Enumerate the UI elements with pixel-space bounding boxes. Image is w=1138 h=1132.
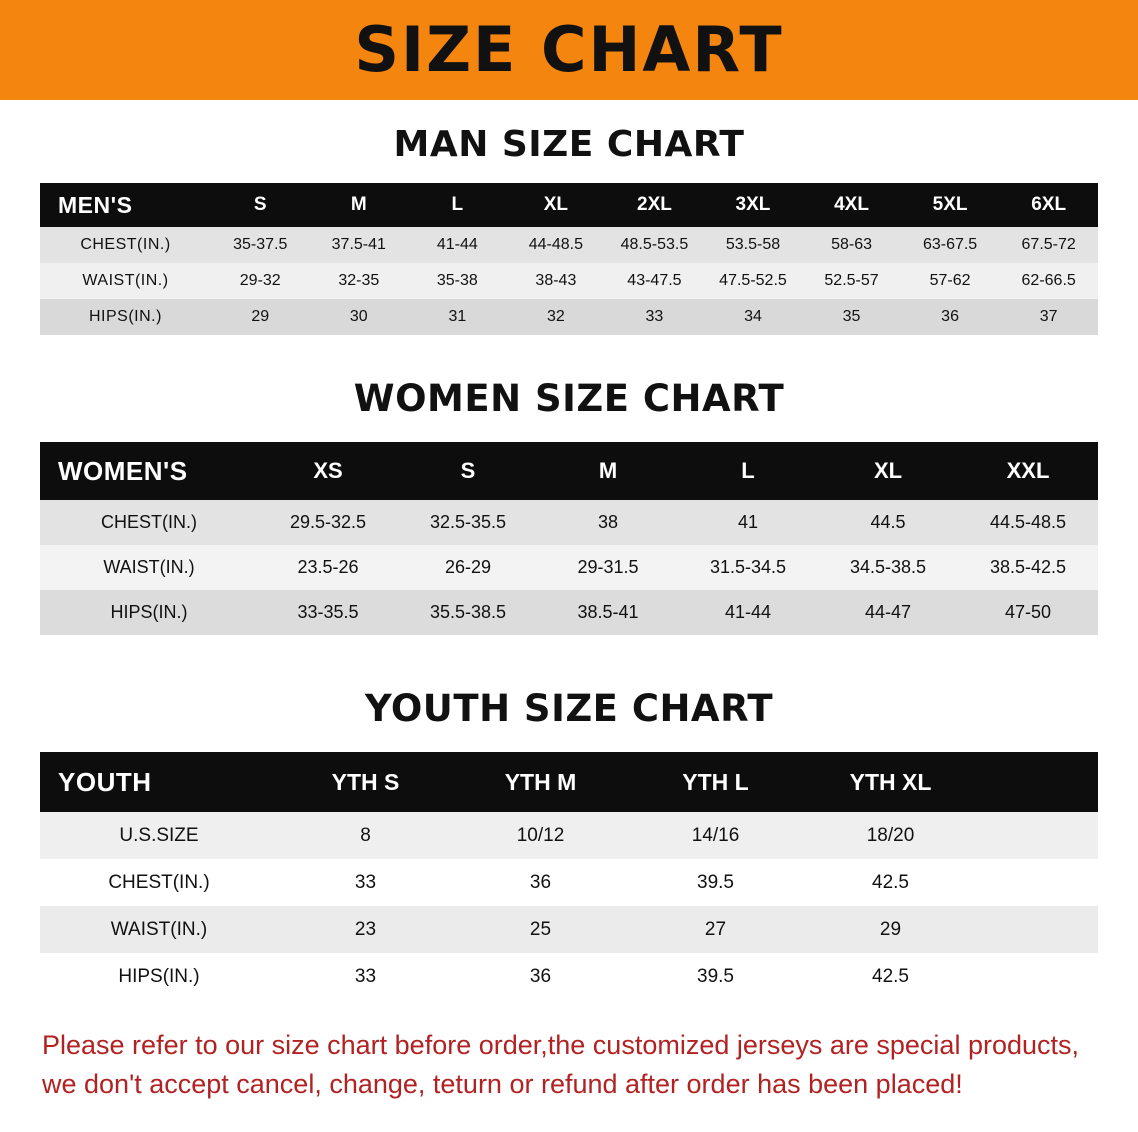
table-row: [40, 500, 1098, 545]
women-row-chest-v2: 38: [597, 512, 619, 532]
youth-row-chest-v3: 42.5: [872, 871, 909, 893]
women-row-waist-v2: 29-31.5: [577, 557, 639, 577]
man-row-chest-v7: 63-67.5: [922, 236, 978, 253]
man-row-hips-v2: 31: [448, 308, 467, 325]
women-table-header-row: [40, 442, 1098, 500]
table-row: [40, 812, 1098, 859]
man-row-chest-v3: 44-48.5: [528, 236, 584, 253]
youth-row-ussize-v0: 8: [360, 824, 371, 846]
page-banner: [0, 0, 1138, 100]
man-table-wrap: [40, 183, 1098, 335]
women-row-waist-v4: 34.5-38.5: [849, 557, 927, 577]
women-row-waist-v5: 38.5-42.5: [989, 557, 1067, 577]
youth-row-ussize-label: U.S.SIZE: [119, 824, 199, 846]
youth-row-waist-v2: 27: [704, 918, 727, 940]
youth-size-table: [40, 752, 1098, 1000]
youth-row-waist-v1: 25: [529, 918, 552, 940]
man-row-chest-v1: 37.5-41: [331, 236, 386, 253]
youth-table-header-row: [40, 752, 1098, 812]
women-row-hips-v5: 47-50: [1004, 602, 1052, 622]
women-row-chest-v1: 32.5-35.5: [429, 512, 507, 532]
women-row-chest-v3: 41: [737, 512, 759, 532]
women-row-chest-v5: 44.5-48.5: [989, 512, 1067, 532]
man-row-chest-label: CHEST(IN.): [80, 236, 171, 253]
youth-row-chest-spacer: [978, 859, 1098, 906]
man-table-header-row: [40, 183, 1098, 227]
women-table-wrap: [40, 442, 1098, 635]
man-row-chest-v4: 48.5-53.5: [620, 236, 689, 253]
youth-row-chest-v0: 33: [354, 871, 377, 893]
women-row-hips-v0: 33-35.5: [297, 602, 359, 622]
youth-row-chest-label: CHEST(IN.): [108, 871, 210, 893]
page-title: SIZE CHART: [354, 13, 784, 86]
footer-disclaimer: [42, 1026, 1096, 1104]
man-row-waist-v4: 43-47.5: [627, 272, 682, 289]
youth-row-waist-label: WAIST(IN.): [110, 918, 208, 940]
women-row-waist-v3: 31.5-34.5: [709, 557, 787, 577]
man-row-waist-v7: 57-62: [929, 272, 971, 289]
table-row: [40, 859, 1098, 906]
man-row-chest-v5: 53.5-58: [725, 236, 781, 253]
women-row-chest-label: CHEST(IN.): [101, 512, 197, 532]
youth-row-hips-v0: 33: [354, 965, 377, 987]
youth-row-ussize-spacer: [978, 812, 1098, 859]
women-row-hips-v4: 44-47: [864, 602, 912, 622]
women-header-xs: XS: [313, 458, 343, 483]
women-header-xxl: XXL: [1006, 458, 1050, 483]
man-size-table: [40, 183, 1098, 335]
man-row-chest-v8: 67.5-72: [1021, 236, 1076, 253]
man-header-6xl: 6XL: [1031, 194, 1067, 215]
youth-row-hips-v2: 39.5: [697, 965, 734, 987]
youth-row-waist-spacer: [978, 906, 1098, 953]
women-row-hips-v3: 41-44: [724, 602, 772, 622]
youth-row-ussize-v3: 18/20: [866, 824, 915, 846]
youth-header-yths: YTH S: [331, 768, 400, 795]
youth-row-hips-v1: 36: [529, 965, 552, 987]
youth-header-label: YOUTH: [58, 766, 152, 797]
man-row-waist-v0: 29-32: [239, 272, 281, 289]
women-row-waist-v0: 23.5-26: [297, 557, 359, 577]
youth-section-heading: YOUTH SIZE CHART: [364, 687, 774, 730]
man-row-waist-v2: 35-38: [436, 272, 478, 289]
table-row: [40, 263, 1098, 299]
man-header-xl: XL: [543, 194, 569, 215]
table-row: [40, 299, 1098, 335]
table-row: [40, 953, 1098, 1000]
youth-header-spacer: [978, 752, 1098, 812]
women-header-l: L: [741, 458, 755, 483]
man-header-3xl: 3XL: [735, 194, 771, 215]
man-row-chest-v2: 41-44: [436, 236, 478, 253]
youth-row-ussize-v1: 10/12: [516, 824, 565, 846]
man-row-chest-v0: 35-37.5: [233, 236, 288, 253]
man-row-hips-v8: 37: [1039, 308, 1058, 325]
youth-header-ythxl: YTH XL: [849, 768, 932, 795]
youth-row-chest-v2: 39.5: [697, 871, 734, 893]
youth-row-waist-v3: 29: [879, 918, 902, 940]
man-row-hips-v6: 35: [842, 308, 861, 325]
women-row-hips-v2: 38.5-41: [577, 602, 639, 622]
man-header-5xl: 5XL: [932, 194, 968, 215]
man-row-chest-v6: 58-63: [831, 236, 872, 253]
women-header-s: S: [460, 458, 476, 483]
man-row-waist-v8: 62-66.5: [1021, 272, 1076, 289]
youth-row-hips-label: HIPS(IN.): [118, 965, 200, 987]
women-row-chest-v0: 29.5-32.5: [289, 512, 367, 532]
women-row-waist-label: WAIST(IN.): [103, 557, 195, 577]
youth-row-waist-v0: 23: [354, 918, 377, 940]
women-row-chest-v4: 44.5: [870, 512, 906, 532]
women-header-xl: XL: [873, 458, 903, 483]
youth-row-hips-v3: 42.5: [872, 965, 909, 987]
table-row: [40, 545, 1098, 590]
footer-line-1: Please refer to our size chart before order,the customized jerseys are special products,: [42, 1030, 1080, 1060]
man-section-heading: MAN SIZE CHART: [393, 124, 745, 165]
man-row-waist-v3: 38-43: [535, 272, 577, 289]
man-row-hips-v3: 32: [546, 308, 565, 325]
women-section-heading: WOMEN SIZE CHART: [353, 377, 785, 420]
women-header-label: WOMEN'S: [58, 455, 188, 486]
man-row-waist-label: WAIST(IN.): [82, 272, 169, 289]
table-row: [40, 590, 1098, 635]
man-row-hips-v7: 36: [941, 308, 959, 325]
man-row-waist-v6: 52.5-57: [824, 272, 879, 289]
youth-header-ythm: YTH M: [504, 768, 577, 795]
women-row-hips-v1: 35.5-38.5: [429, 602, 507, 622]
women-row-waist-v1: 26-29: [444, 557, 492, 577]
man-row-hips-label: HIPS(IN.): [89, 308, 162, 325]
footer-line-2: we don't accept cancel, change, teturn or refund after order has been placed!: [42, 1069, 963, 1100]
man-header-2xl: 2XL: [637, 194, 672, 215]
youth-row-chest-v1: 36: [529, 871, 552, 893]
man-row-waist-v5: 47.5-52.5: [719, 272, 787, 289]
table-row: [40, 906, 1098, 953]
man-row-hips-v5: 34: [744, 308, 762, 325]
table-row: [40, 227, 1098, 263]
man-row-hips-v1: 30: [349, 308, 368, 325]
man-header-label: MEN'S: [58, 191, 133, 218]
women-header-m: M: [598, 458, 618, 483]
man-row-waist-v1: 32-35: [338, 272, 380, 289]
youth-table-wrap: [40, 752, 1098, 1000]
man-header-s: S: [253, 194, 267, 215]
youth-header-ythl: YTH L: [682, 768, 749, 795]
man-row-hips-v0: 29: [251, 308, 270, 325]
women-row-hips-label: HIPS(IN.): [110, 602, 188, 622]
man-row-hips-v4: 33: [645, 308, 664, 325]
man-header-l: L: [451, 194, 464, 215]
man-header-m: M: [350, 194, 367, 215]
women-size-table: [40, 442, 1098, 635]
youth-row-ussize-v2: 14/16: [691, 824, 740, 846]
man-header-4xl: 4XL: [834, 194, 869, 215]
youth-row-hips-spacer: [978, 953, 1098, 1000]
